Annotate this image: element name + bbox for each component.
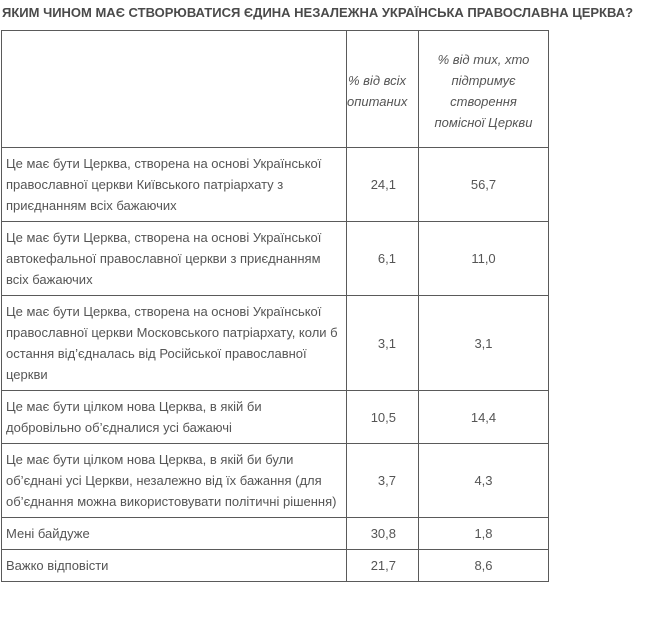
row-label: Це має бути цілком нова Церква, в якій би добровільно об’єдналися усі бажаючі — [2, 391, 347, 444]
value-all: 3,7 — [347, 444, 419, 518]
header-all-respondents: % від всіх опитаних — [347, 31, 419, 148]
header-empty — [2, 31, 347, 148]
table-row — [2, 391, 549, 444]
table-row — [2, 550, 549, 582]
row-label: Це має бути цілком нова Церква, в якій би були об’єднані усі Церкви, незалежно від їх бажання (для об’єднання можна використовувати політичні рішення) — [2, 444, 347, 518]
table-row — [2, 296, 549, 391]
header-supporters: % від тих, хто підтримує створення помісної Церкви — [419, 31, 549, 148]
row-label: Важко відповісти — [2, 550, 347, 582]
survey-table — [1, 30, 549, 582]
value-all: 21,7 — [347, 550, 419, 582]
value-all: 10,5 — [347, 391, 419, 444]
value-supporters: 14,4 — [419, 391, 549, 444]
value-all: 30,8 — [347, 518, 419, 550]
value-supporters: 8,6 — [419, 550, 549, 582]
table-row — [2, 518, 549, 550]
table-row — [2, 444, 549, 518]
value-supporters: 3,1 — [419, 296, 549, 391]
value-supporters: 11,0 — [419, 222, 549, 296]
table-row — [2, 148, 549, 222]
value-all: 6,1 — [347, 222, 419, 296]
table-row — [2, 222, 549, 296]
row-label: Це має бути Церква, створена на основі Української православної церкви Московського патріархату, коли б остання від’єдналась від Російської православної церкви — [2, 296, 347, 391]
value-supporters: 56,7 — [419, 148, 549, 222]
table-title: ЯКИМ ЧИНОМ МАЄ СТВОРЮВАТИСЯ ЄДИНА НЕЗАЛЕЖНА УКРАЇНСЬКА ПРАВОСЛАВНА ЦЕРКВА? — [2, 5, 634, 20]
value-supporters: 1,8 — [419, 518, 549, 550]
value-supporters: 4,3 — [419, 444, 549, 518]
row-label: Це має бути Церква, створена на основі Української автокефальної православної церкви з приєднанням всіх бажаючих — [2, 222, 347, 296]
value-all: 24,1 — [347, 148, 419, 222]
row-label: Це має бути Церква, створена на основі Української православної церкви Київського патріархату з приєднанням всіх бажаючих — [2, 148, 347, 222]
header-row — [2, 31, 549, 148]
row-label: Мені байдуже — [2, 518, 347, 550]
value-all: 3,1 — [347, 296, 419, 391]
